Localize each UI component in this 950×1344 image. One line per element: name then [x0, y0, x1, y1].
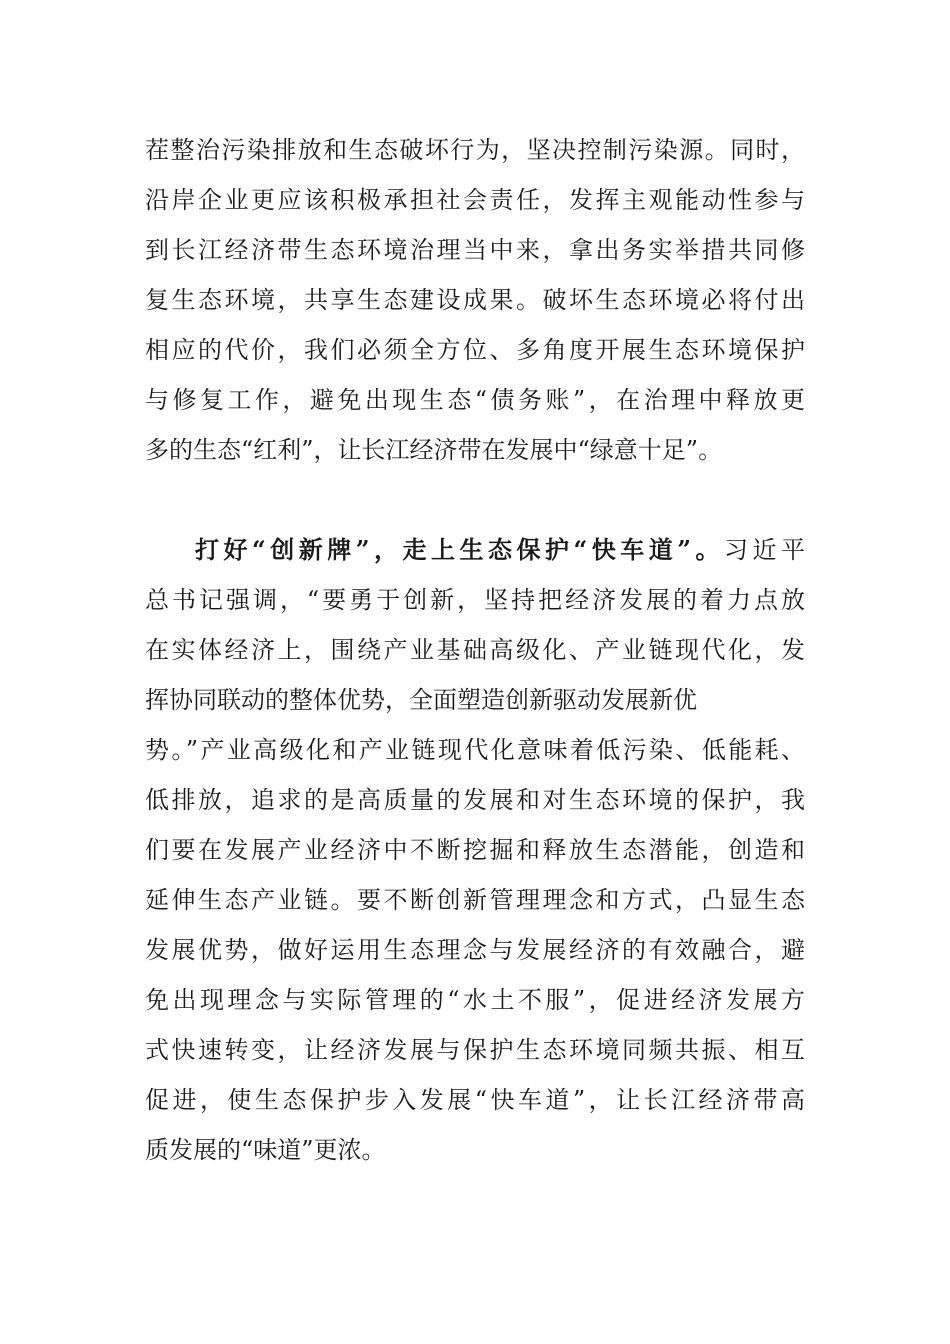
text-line: 与修复工作，避免出现生态“债务账”，在治理中释放更: [145, 386, 805, 414]
paragraph-ecological-governance: [145, 125, 805, 475]
text-line: 势。”产业高级化和产业链现代化意味着低污染、低能耗、: [145, 736, 805, 764]
text-line: 式快速转变，让经济发展与保护生态环境同频共振、相互: [145, 1036, 805, 1064]
text-line: 多的生态“红利”，让长江经济带在发展中“绿意十足”。: [145, 436, 723, 464]
text-line: 低排放，追求的是高质量的发展和对生态环境的保护，我: [145, 786, 805, 814]
text-line: 挥协同联动的整体优势，全面塑造创新驱动发展新优: [145, 686, 697, 714]
text-line: 沿岸企业更应该积极承担社会责任，发挥主观能动性参与: [145, 186, 805, 214]
text-line: 质发展的“味道”更浓。: [145, 1136, 386, 1164]
text-line: 复生态环境，共享生态建设成果。破坏生态环境必将付出: [145, 286, 805, 314]
text-line-first: [145, 525, 805, 575]
text-run: 习近平: [724, 536, 806, 564]
text-line: 总书记强调，“要勇于创新，坚持把经济发展的着力点放: [145, 586, 805, 614]
text-line: 延伸生态产业链。要不断创新管理理念和方式，凸显生态: [145, 886, 805, 914]
text-line: 茬整治污染排放和生态破坏行为，坚决控制污染源。同时，: [145, 136, 805, 164]
paragraph-innovation: [145, 525, 805, 1175]
text-line: 免出现理念与实际管理的“水土不服”，促进经济发展方: [145, 986, 805, 1014]
text-line: 到长江经济带生态环境治理当中来，拿出务实举措共同修: [145, 236, 805, 264]
paragraph-lead-heading: 打好“创新牌”，走上生态保护“快车道”。: [195, 535, 725, 564]
text-line: 促进，使生态保护步入发展“快车道”，让长江经济带高: [145, 1086, 805, 1114]
text-line: 在实体经济上，围绕产业基础高级化、产业链现代化，发: [145, 636, 805, 664]
text-line: 发展优势，做好运用生态理念与发展经济的有效融合，避: [145, 936, 805, 964]
text-line: 们要在发展产业经济中不断挖掘和释放生态潜能，创造和: [145, 836, 805, 864]
text-line: 相应的代价，我们必须全方位、多角度开展生态环境保护: [145, 336, 805, 364]
